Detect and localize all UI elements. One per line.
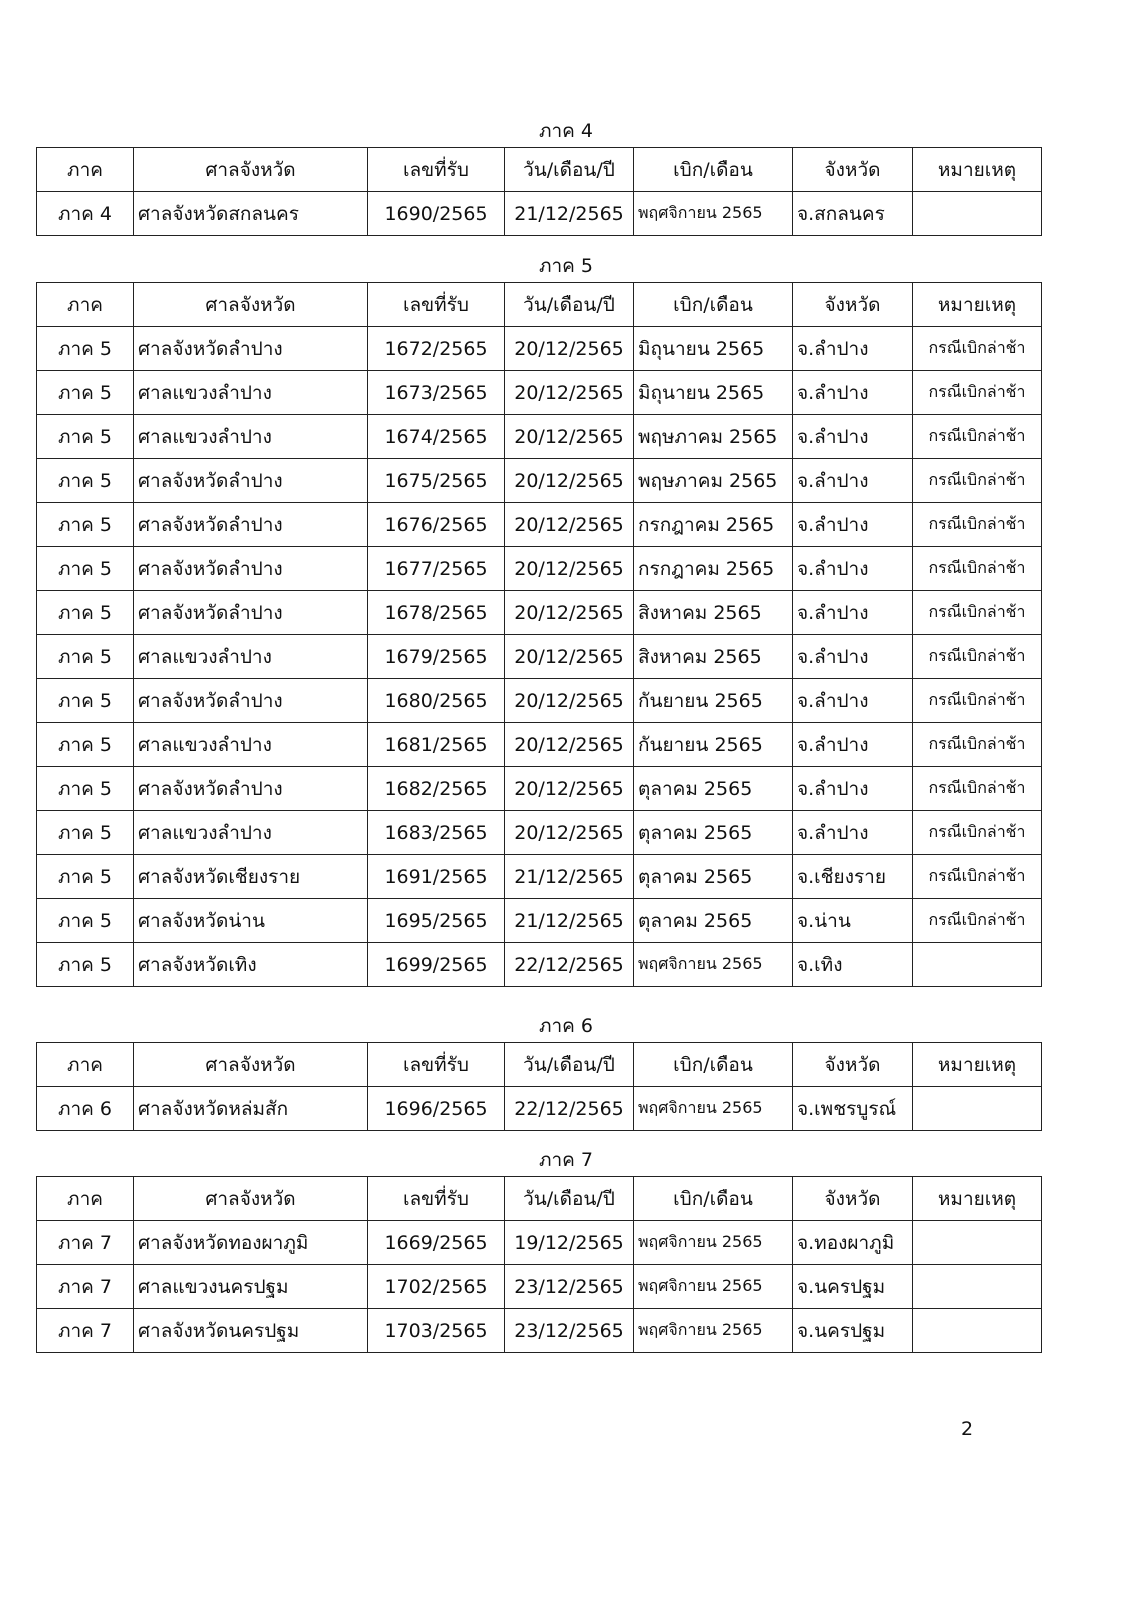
region-cell: ภาค 5 xyxy=(37,855,134,899)
claim-month-cell: ตุลาคม 2565 xyxy=(634,899,793,943)
region-cell: ภาค 6 xyxy=(37,1087,134,1131)
header-remark-cell: หมายเหตุ xyxy=(913,283,1042,327)
claim-month-cell: สิงหาคม 2565 xyxy=(634,591,793,635)
receipt-number-cell: 1699/2565 xyxy=(368,943,505,987)
region-cell: ภาค 7 xyxy=(37,1221,134,1265)
header-province-cell: จังหวัด xyxy=(793,148,913,192)
header-province-cell: จังหวัด xyxy=(793,283,913,327)
remark-cell: กรณีเบิกล่าช้า xyxy=(913,547,1042,591)
receipt-number-cell: 1691/2565 xyxy=(368,855,505,899)
header-claim-month-cell: เบิก/เดือน xyxy=(634,148,793,192)
claim-month-cell: ตุลาคม 2565 xyxy=(634,767,793,811)
claim-month-cell: มิถุนายน 2565 xyxy=(634,371,793,415)
date-cell: 23/12/2565 xyxy=(505,1309,634,1353)
remark-cell: กรณีเบิกล่าช้า xyxy=(913,371,1042,415)
province-cell: จ.ลำปาง xyxy=(793,767,913,811)
remark-cell: กรณีเบิกล่าช้า xyxy=(913,591,1042,635)
header-receipt-number-cell: เลขที่รับ xyxy=(368,148,505,192)
claim-month-cell: พฤศจิกายน 2565 xyxy=(634,192,793,236)
date-cell: 21/12/2565 xyxy=(505,855,634,899)
region-cell: ภาค 5 xyxy=(37,767,134,811)
claim-month-cell: พฤศจิกายน 2565 xyxy=(634,1265,793,1309)
date-cell: 20/12/2565 xyxy=(505,415,634,459)
table-row xyxy=(37,1309,1042,1353)
header-receipt-number-cell: เลขที่รับ xyxy=(368,283,505,327)
receipt-number-cell: 1702/2565 xyxy=(368,1265,505,1309)
section-region-5 xyxy=(0,250,1132,987)
section-title: ภาค 7 xyxy=(538,1149,594,1171)
claim-month-cell: ตุลาคม 2565 xyxy=(634,811,793,855)
receipt-number-cell: 1673/2565 xyxy=(368,371,505,415)
region-cell: ภาค 4 xyxy=(37,192,134,236)
region-cell: ภาค 5 xyxy=(37,635,134,679)
province-cell: จ.ลำปาง xyxy=(793,459,913,503)
header-claim-month-cell: เบิก/เดือน xyxy=(634,1043,793,1087)
table-row xyxy=(37,943,1042,987)
table-row xyxy=(37,767,1042,811)
court-cell: ศาลจังหวัดลำปาง xyxy=(134,679,368,723)
claim-month-cell: พฤศจิกายน 2565 xyxy=(634,1087,793,1131)
claim-month-cell: มิถุนายน 2565 xyxy=(634,327,793,371)
claim-month-cell: กรกฎาคม 2565 xyxy=(634,503,793,547)
table-row xyxy=(37,192,1042,236)
remark-cell xyxy=(913,1087,1042,1131)
table-row xyxy=(37,635,1042,679)
header-remark-cell: หมายเหตุ xyxy=(913,1177,1042,1221)
table-header-row xyxy=(37,1043,1042,1087)
receipt-number-cell: 1683/2565 xyxy=(368,811,505,855)
table-row xyxy=(37,723,1042,767)
court-cell: ศาลแขวงลำปาง xyxy=(134,371,368,415)
table-row xyxy=(37,327,1042,371)
section-region-4 xyxy=(0,115,1132,236)
claim-month-cell: พฤศจิกายน 2565 xyxy=(634,943,793,987)
region-cell: ภาค 5 xyxy=(37,415,134,459)
header-receipt-number-cell: เลขที่รับ xyxy=(368,1043,505,1087)
header-date-cell: วัน/เดือน/ปี xyxy=(505,1043,634,1087)
claim-month-cell: ตุลาคม 2565 xyxy=(634,855,793,899)
receipt-number-cell: 1695/2565 xyxy=(368,899,505,943)
page-number: 2 xyxy=(961,1418,974,1440)
header-region-cell: ภาค xyxy=(37,148,134,192)
province-cell: จ.ทองผาภูมิ xyxy=(793,1221,913,1265)
header-court-cell: ศาลจังหวัด xyxy=(134,1043,368,1087)
court-cell: ศาลจังหวัดนครปฐม xyxy=(134,1309,368,1353)
claim-month-cell: กันยายน 2565 xyxy=(634,723,793,767)
header-province-cell: จังหวัด xyxy=(793,1177,913,1221)
claim-month-cell: พฤศจิกายน 2565 xyxy=(634,1309,793,1353)
remark-cell: กรณีเบิกล่าช้า xyxy=(913,855,1042,899)
court-table xyxy=(36,1176,1042,1353)
table-row xyxy=(37,811,1042,855)
court-cell: ศาลจังหวัดเชียงราย xyxy=(134,855,368,899)
date-cell: 21/12/2565 xyxy=(505,192,634,236)
court-table xyxy=(36,147,1042,236)
date-cell: 22/12/2565 xyxy=(505,1087,634,1131)
claim-month-cell: สิงหาคม 2565 xyxy=(634,635,793,679)
section-title: ภาค 5 xyxy=(538,255,594,277)
court-cell: ศาลจังหวัดลำปาง xyxy=(134,547,368,591)
region-cell: ภาค 5 xyxy=(37,503,134,547)
remark-cell: กรณีเบิกล่าช้า xyxy=(913,503,1042,547)
header-claim-month-cell: เบิก/เดือน xyxy=(634,283,793,327)
table-row xyxy=(37,1265,1042,1309)
remark-cell: กรณีเบิกล่าช้า xyxy=(913,811,1042,855)
court-cell: ศาลแขวงลำปาง xyxy=(134,723,368,767)
receipt-number-cell: 1703/2565 xyxy=(368,1309,505,1353)
header-court-cell: ศาลจังหวัด xyxy=(134,148,368,192)
header-date-cell: วัน/เดือน/ปี xyxy=(505,1177,634,1221)
court-cell: ศาลแขวงนครปฐม xyxy=(134,1265,368,1309)
table-row xyxy=(37,679,1042,723)
header-remark-cell: หมายเหตุ xyxy=(913,148,1042,192)
header-region-cell: ภาค xyxy=(37,283,134,327)
receipt-number-cell: 1672/2565 xyxy=(368,327,505,371)
province-cell: จ.ลำปาง xyxy=(793,635,913,679)
court-cell: ศาลจังหวัดทองผาภูมิ xyxy=(134,1221,368,1265)
province-cell: จ.เพชรบูรณ์ xyxy=(793,1087,913,1131)
header-receipt-number-cell: เลขที่รับ xyxy=(368,1177,505,1221)
province-cell: จ.ลำปาง xyxy=(793,371,913,415)
table-row xyxy=(37,371,1042,415)
date-cell: 20/12/2565 xyxy=(505,635,634,679)
receipt-number-cell: 1669/2565 xyxy=(368,1221,505,1265)
date-cell: 20/12/2565 xyxy=(505,371,634,415)
court-table xyxy=(36,1042,1042,1131)
date-cell: 20/12/2565 xyxy=(505,723,634,767)
province-cell: จ.เทิง xyxy=(793,943,913,987)
region-cell: ภาค 5 xyxy=(37,371,134,415)
province-cell: จ.ลำปาง xyxy=(793,415,913,459)
province-cell: จ.ลำปาง xyxy=(793,591,913,635)
date-cell: 20/12/2565 xyxy=(505,327,634,371)
table-row xyxy=(37,459,1042,503)
region-cell: ภาค 5 xyxy=(37,459,134,503)
table-row xyxy=(37,1087,1042,1131)
region-cell: ภาค 5 xyxy=(37,547,134,591)
receipt-number-cell: 1674/2565 xyxy=(368,415,505,459)
remark-cell: กรณีเบิกล่าช้า xyxy=(913,899,1042,943)
section-title: ภาค 6 xyxy=(538,1015,594,1037)
court-cell: ศาลจังหวัดลำปาง xyxy=(134,591,368,635)
region-cell: ภาค 5 xyxy=(37,943,134,987)
remark-cell xyxy=(913,1309,1042,1353)
province-cell: จ.ลำปาง xyxy=(793,723,913,767)
section-region-7 xyxy=(0,1144,1132,1353)
region-cell: ภาค 5 xyxy=(37,899,134,943)
table-header-row xyxy=(37,148,1042,192)
court-table xyxy=(36,282,1042,987)
region-cell: ภาค 5 xyxy=(37,679,134,723)
receipt-number-cell: 1682/2565 xyxy=(368,767,505,811)
province-cell: จ.ลำปาง xyxy=(793,327,913,371)
region-cell: ภาค 5 xyxy=(37,811,134,855)
province-cell: จ.ลำปาง xyxy=(793,679,913,723)
court-cell: ศาลจังหวัดลำปาง xyxy=(134,459,368,503)
province-cell: จ.น่าน xyxy=(793,899,913,943)
court-cell: ศาลจังหวัดลำปาง xyxy=(134,327,368,371)
table-row xyxy=(37,503,1042,547)
header-court-cell: ศาลจังหวัด xyxy=(134,283,368,327)
claim-month-cell: กรกฎาคม 2565 xyxy=(634,547,793,591)
header-region-cell: ภาค xyxy=(37,1043,134,1087)
table-row xyxy=(37,855,1042,899)
table-row xyxy=(37,899,1042,943)
table-row xyxy=(37,591,1042,635)
date-cell: 20/12/2565 xyxy=(505,811,634,855)
region-cell: ภาค 5 xyxy=(37,591,134,635)
date-cell: 20/12/2565 xyxy=(505,547,634,591)
table-row xyxy=(37,415,1042,459)
remark-cell: กรณีเบิกล่าช้า xyxy=(913,767,1042,811)
remark-cell xyxy=(913,192,1042,236)
date-cell: 22/12/2565 xyxy=(505,943,634,987)
court-cell: ศาลจังหวัดหล่มสัก xyxy=(134,1087,368,1131)
remark-cell: กรณีเบิกล่าช้า xyxy=(913,415,1042,459)
receipt-number-cell: 1696/2565 xyxy=(368,1087,505,1131)
section-title: ภาค 4 xyxy=(538,120,594,142)
header-date-cell: วัน/เดือน/ปี xyxy=(505,148,634,192)
claim-month-cell: พฤษภาคม 2565 xyxy=(634,459,793,503)
remark-cell xyxy=(913,1221,1042,1265)
date-cell: 23/12/2565 xyxy=(505,1265,634,1309)
section-region-6 xyxy=(0,1010,1132,1131)
claim-month-cell: กันยายน 2565 xyxy=(634,679,793,723)
date-cell: 20/12/2565 xyxy=(505,767,634,811)
remark-cell: กรณีเบิกล่าช้า xyxy=(913,327,1042,371)
date-cell: 20/12/2565 xyxy=(505,459,634,503)
remark-cell xyxy=(913,1265,1042,1309)
date-cell: 21/12/2565 xyxy=(505,899,634,943)
province-cell: จ.สกลนคร xyxy=(793,192,913,236)
receipt-number-cell: 1678/2565 xyxy=(368,591,505,635)
header-remark-cell: หมายเหตุ xyxy=(913,1043,1042,1087)
header-court-cell: ศาลจังหวัด xyxy=(134,1177,368,1221)
receipt-number-cell: 1690/2565 xyxy=(368,192,505,236)
remark-cell: กรณีเบิกล่าช้า xyxy=(913,635,1042,679)
remark-cell: กรณีเบิกล่าช้า xyxy=(913,679,1042,723)
court-cell: ศาลแขวงลำปาง xyxy=(134,635,368,679)
receipt-number-cell: 1676/2565 xyxy=(368,503,505,547)
header-region-cell: ภาค xyxy=(37,1177,134,1221)
remark-cell: กรณีเบิกล่าช้า xyxy=(913,723,1042,767)
region-cell: ภาค 5 xyxy=(37,327,134,371)
province-cell: จ.นครปฐม xyxy=(793,1265,913,1309)
receipt-number-cell: 1679/2565 xyxy=(368,635,505,679)
court-cell: ศาลจังหวัดลำปาง xyxy=(134,767,368,811)
receipt-number-cell: 1675/2565 xyxy=(368,459,505,503)
table-row xyxy=(37,1221,1042,1265)
region-cell: ภาค 7 xyxy=(37,1309,134,1353)
table-header-row xyxy=(37,1177,1042,1221)
table-row xyxy=(37,547,1042,591)
province-cell: จ.เชียงราย xyxy=(793,855,913,899)
claim-month-cell: พฤศจิกายน 2565 xyxy=(634,1221,793,1265)
province-cell: จ.นครปฐม xyxy=(793,1309,913,1353)
court-cell: ศาลจังหวัดลำปาง xyxy=(134,503,368,547)
table-header-row xyxy=(37,283,1042,327)
header-date-cell: วัน/เดือน/ปี xyxy=(505,283,634,327)
province-cell: จ.ลำปาง xyxy=(793,503,913,547)
court-cell: ศาลจังหวัดสกลนคร xyxy=(134,192,368,236)
date-cell: 20/12/2565 xyxy=(505,679,634,723)
receipt-number-cell: 1677/2565 xyxy=(368,547,505,591)
claim-month-cell: พฤษภาคม 2565 xyxy=(634,415,793,459)
court-cell: ศาลจังหวัดน่าน xyxy=(134,899,368,943)
remark-cell xyxy=(913,943,1042,987)
date-cell: 20/12/2565 xyxy=(505,591,634,635)
court-cell: ศาลจังหวัดเทิง xyxy=(134,943,368,987)
date-cell: 19/12/2565 xyxy=(505,1221,634,1265)
province-cell: จ.ลำปาง xyxy=(793,547,913,591)
court-cell: ศาลแขวงลำปาง xyxy=(134,415,368,459)
header-province-cell: จังหวัด xyxy=(793,1043,913,1087)
receipt-number-cell: 1681/2565 xyxy=(368,723,505,767)
court-cell: ศาลแขวงลำปาง xyxy=(134,811,368,855)
header-claim-month-cell: เบิก/เดือน xyxy=(634,1177,793,1221)
region-cell: ภาค 5 xyxy=(37,723,134,767)
remark-cell: กรณีเบิกล่าช้า xyxy=(913,459,1042,503)
date-cell: 20/12/2565 xyxy=(505,503,634,547)
province-cell: จ.ลำปาง xyxy=(793,811,913,855)
receipt-number-cell: 1680/2565 xyxy=(368,679,505,723)
region-cell: ภาค 7 xyxy=(37,1265,134,1309)
